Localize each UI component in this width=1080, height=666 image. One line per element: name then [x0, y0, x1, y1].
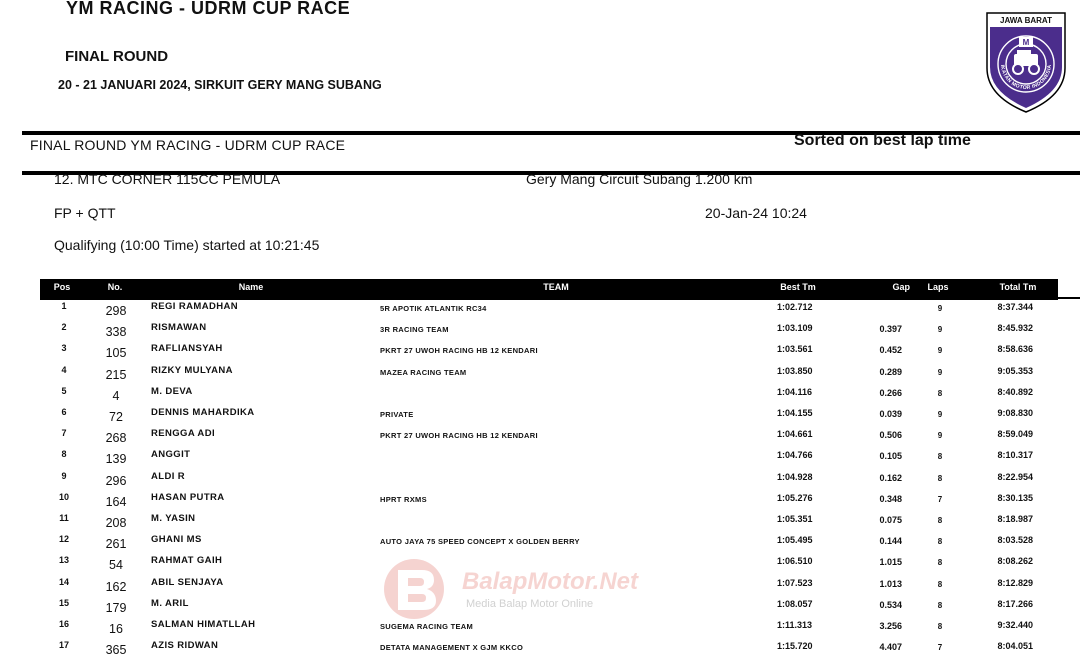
cell-gap: 0.039 — [879, 409, 902, 419]
results-table-header — [40, 279, 1058, 300]
cell-pos: 17 — [58, 640, 70, 651]
cell-laps: 8 — [937, 388, 943, 398]
event-dates: 20 - 21 JANUARI 2024, SIRKUIT GERY MANG SUBANG — [58, 78, 382, 92]
col-name-header: Name — [238, 282, 264, 292]
col-laps-header: Laps — [927, 282, 949, 292]
cell-team: 3R RACING TEAM — [380, 325, 449, 335]
table-row — [0, 639, 1080, 660]
session-datetime: 20-Jan-24 10:24 — [705, 205, 807, 221]
cell-total: 8:17.266 — [997, 598, 1033, 609]
cell-name: HASAN PUTRA — [151, 491, 225, 503]
table-row — [0, 406, 1080, 427]
table-row — [0, 597, 1080, 618]
cell-total: 8:08.262 — [997, 556, 1033, 567]
cell-total: 9:05.353 — [997, 365, 1033, 376]
cell-pos: 8 — [61, 449, 67, 460]
cell-laps: 7 — [937, 643, 943, 653]
cell-no: 139 — [105, 452, 127, 467]
cell-laps: 9 — [937, 367, 943, 377]
cell-gap: 0.105 — [879, 451, 902, 462]
cell-total: 8:40.892 — [997, 386, 1033, 397]
cell-no: 72 — [109, 410, 123, 424]
cell-name: GHANI MS — [151, 534, 202, 546]
cell-name: RIZKY MULYANA — [151, 364, 233, 376]
cell-name: ABIL SENJAYA — [151, 576, 224, 588]
table-row — [0, 342, 1080, 363]
cell-no: 215 — [105, 367, 127, 382]
col-gap-header: Gap — [892, 282, 910, 292]
cell-name: M. ARIL — [151, 597, 189, 609]
table-row — [0, 491, 1080, 512]
cell-laps: 8 — [937, 558, 943, 568]
cell-laps: 8 — [937, 600, 943, 610]
cell-total: 9:32.440 — [997, 620, 1033, 630]
table-row — [0, 448, 1080, 469]
cell-name: AZIS RIDWAN — [151, 640, 219, 652]
col-no-header: No. — [107, 282, 123, 292]
cell-gap: 0.534 — [879, 599, 902, 610]
cell-pos: 2 — [61, 322, 67, 333]
cell-best: 1:04.766 — [777, 450, 813, 461]
cell-best: 1:05.276 — [777, 492, 813, 503]
cell-total: 8:58.636 — [997, 344, 1033, 355]
table-row — [0, 385, 1080, 406]
cell-no: 261 — [105, 537, 127, 552]
table-row — [0, 512, 1080, 533]
cell-name: M. DEVA — [151, 385, 193, 397]
cell-laps: 9 — [937, 325, 943, 335]
cell-total: 8:45.932 — [997, 323, 1033, 334]
cell-no: 179 — [105, 600, 127, 615]
event-title: YM RACING - UDRM CUP RACE — [66, 0, 351, 18]
race-class: 12. MTC CORNER 115CC PEMULA — [54, 171, 281, 187]
cell-gap: 0.162 — [879, 472, 902, 483]
cell-name: RENGGA ADI — [151, 428, 215, 440]
cell-best: 1:05.495 — [777, 535, 813, 546]
cell-laps: 8 — [937, 579, 943, 589]
cell-total: 8:59.049 — [997, 429, 1033, 440]
cell-best: 1:02.712 — [777, 302, 813, 312]
sort-note: Sorted on best lap time — [794, 132, 971, 149]
watermark-name: BalapMotor.Net — [462, 568, 639, 595]
cell-name: REGI RAMADHAN — [151, 301, 239, 312]
cell-best: 1:04.928 — [777, 471, 813, 482]
table-row — [0, 300, 1080, 321]
cell-total: 8:18.987 — [997, 514, 1033, 524]
cell-best: 1:03.561 — [777, 344, 813, 355]
cell-team: SUGEMA RACING TEAM — [380, 622, 474, 631]
cell-gap: 0.506 — [879, 430, 902, 441]
cell-pos: 6 — [61, 407, 67, 417]
watermark-tagline: Media Balap Motor Online — [466, 598, 594, 610]
cell-team: HPRT RXMS — [380, 494, 427, 504]
cell-best: 1:03.850 — [777, 365, 813, 376]
cell-gap: 0.397 — [879, 324, 902, 335]
cell-gap: 1.013 — [879, 578, 902, 589]
col-total-header: Total Tm — [999, 282, 1037, 292]
cell-pos: 13 — [58, 555, 70, 566]
logo-ring-text: IKATAN MOTOR INDONESIA — [998, 64, 1054, 92]
cell-no: 16 — [109, 622, 123, 636]
cell-no: 105 — [105, 346, 127, 361]
cell-no: 54 — [109, 558, 123, 573]
cell-team: AUTO JAYA 75 SPEED CONCEPT X GOLDEN BERRY — [380, 537, 580, 547]
table-row — [0, 554, 1080, 575]
cell-laps: 9 — [937, 346, 943, 356]
table-row — [0, 364, 1080, 385]
table-row — [0, 618, 1080, 639]
cell-best: 1:04.661 — [777, 429, 813, 440]
table-row — [0, 427, 1080, 448]
cell-best: 1:11.313 — [777, 620, 813, 630]
cell-no: 4 — [112, 388, 120, 403]
cell-best: 1:03.109 — [777, 323, 813, 334]
table-row — [0, 533, 1080, 554]
cell-name: ALDI R — [151, 470, 186, 482]
cell-pos: 1 — [61, 301, 67, 311]
cell-laps: 8 — [937, 516, 943, 525]
cell-pos: 10 — [58, 491, 70, 502]
table-row — [0, 576, 1080, 597]
cell-pos: 16 — [58, 619, 70, 629]
header-rule-extension — [1058, 297, 1080, 299]
cell-name: RAFLIANSYAH — [151, 343, 223, 355]
cell-no: 298 — [105, 304, 127, 318]
cell-pos: 4 — [61, 364, 67, 375]
cell-total: 8:04.051 — [997, 641, 1033, 652]
cell-name: DENNIS MAHARDIKA — [151, 407, 255, 418]
cell-gap: 0.075 — [879, 515, 902, 525]
cell-laps: 9 — [937, 410, 943, 419]
table-row — [0, 470, 1080, 491]
cell-laps: 8 — [937, 622, 943, 631]
cell-laps: 9 — [937, 304, 943, 313]
session-name: FP + QTT — [54, 205, 116, 221]
cell-no: 164 — [105, 494, 127, 509]
cell-pos: 7 — [61, 428, 67, 439]
cell-name: RISMAWAN — [151, 322, 207, 334]
cell-name: RAHMAT GAIH — [151, 555, 223, 567]
logo-letter: M — [1022, 38, 1030, 47]
cell-pos: 3 — [61, 343, 67, 354]
cell-best: 1:07.523 — [777, 577, 813, 588]
cell-no: 268 — [105, 431, 127, 446]
cell-gap: 0.452 — [879, 345, 902, 356]
cell-pos: 5 — [61, 385, 67, 396]
cell-no: 338 — [105, 325, 127, 340]
cell-gap: 1.015 — [879, 557, 902, 568]
cell-total: 8:10.317 — [997, 450, 1033, 461]
cell-no: 365 — [105, 643, 127, 658]
cell-no: 296 — [105, 473, 127, 488]
cell-best: 1:06.510 — [777, 556, 813, 567]
cell-pos: 11 — [59, 513, 69, 523]
cell-no: 208 — [105, 516, 127, 530]
cell-team: PKRT 27 UWOH RACING HB 12 KENDARI — [380, 431, 538, 441]
col-pos-header: Pos — [53, 282, 71, 292]
cell-laps: 9 — [937, 431, 943, 441]
cell-laps: 7 — [937, 494, 943, 504]
logo-top-text: JAWA BARAT — [1000, 16, 1052, 25]
report-title: FINAL ROUND YM RACING - UDRM CUP RACE — [30, 137, 346, 153]
cell-best: 1:15.720 — [777, 641, 813, 652]
cell-laps: 8 — [937, 537, 943, 547]
cell-best: 1:04.116 — [777, 386, 813, 397]
cell-total: 8:22.954 — [997, 471, 1033, 482]
cell-pos: 9 — [61, 470, 67, 481]
cell-gap: 0.289 — [879, 366, 902, 377]
circuit-info: Gery Mang Circuit Subang 1.200 km — [526, 171, 753, 187]
cell-team: PRIVATE — [380, 410, 414, 419]
cell-total: 8:37.344 — [997, 302, 1033, 312]
cell-best: 1:05.351 — [777, 514, 813, 524]
cell-name: ANGGIT — [151, 449, 191, 461]
cell-best: 1:04.155 — [777, 408, 813, 418]
cell-laps: 8 — [937, 452, 943, 462]
cell-gap: 4.407 — [879, 642, 902, 653]
cell-gap: 0.144 — [879, 536, 902, 547]
cell-total: 9:08.830 — [997, 408, 1033, 418]
col-best-header: Best Tm — [780, 282, 816, 292]
cell-team: DETATA MANAGEMENT X GJM KKCO — [380, 643, 524, 653]
cell-total: 8:12.829 — [997, 577, 1033, 588]
cell-team: PKRT 27 UWOH RACING HB 12 KENDARI — [380, 346, 538, 356]
round-title: FINAL ROUND — [65, 48, 169, 65]
col-team-header: TEAM — [543, 282, 569, 292]
imi-jawa-barat-logo — [984, 10, 1068, 114]
cell-team: MAZEA RACING TEAM — [380, 367, 467, 377]
cell-best: 1:08.057 — [777, 598, 813, 609]
cell-pos: 12 — [58, 534, 70, 545]
cell-team: 5R APOTIK ATLANTIK RC34 — [380, 304, 487, 313]
cell-gap: 3.256 — [879, 621, 902, 631]
table-row — [0, 321, 1080, 342]
session-start: Qualifying (10:00 Time) started at 10:21:45 — [54, 237, 320, 253]
cell-pos: 15 — [58, 597, 70, 608]
cell-gap: 0.266 — [879, 387, 902, 398]
cell-total: 8:30.135 — [997, 492, 1033, 503]
cell-laps: 8 — [937, 473, 943, 483]
cell-total: 8:03.528 — [997, 535, 1033, 546]
cell-name: SALMAN HIMATLLAH — [151, 619, 256, 630]
cell-no: 162 — [105, 579, 127, 594]
cell-pos: 14 — [58, 576, 70, 587]
cell-name: M. YASIN — [151, 513, 196, 524]
cell-gap: 0.348 — [879, 493, 902, 504]
